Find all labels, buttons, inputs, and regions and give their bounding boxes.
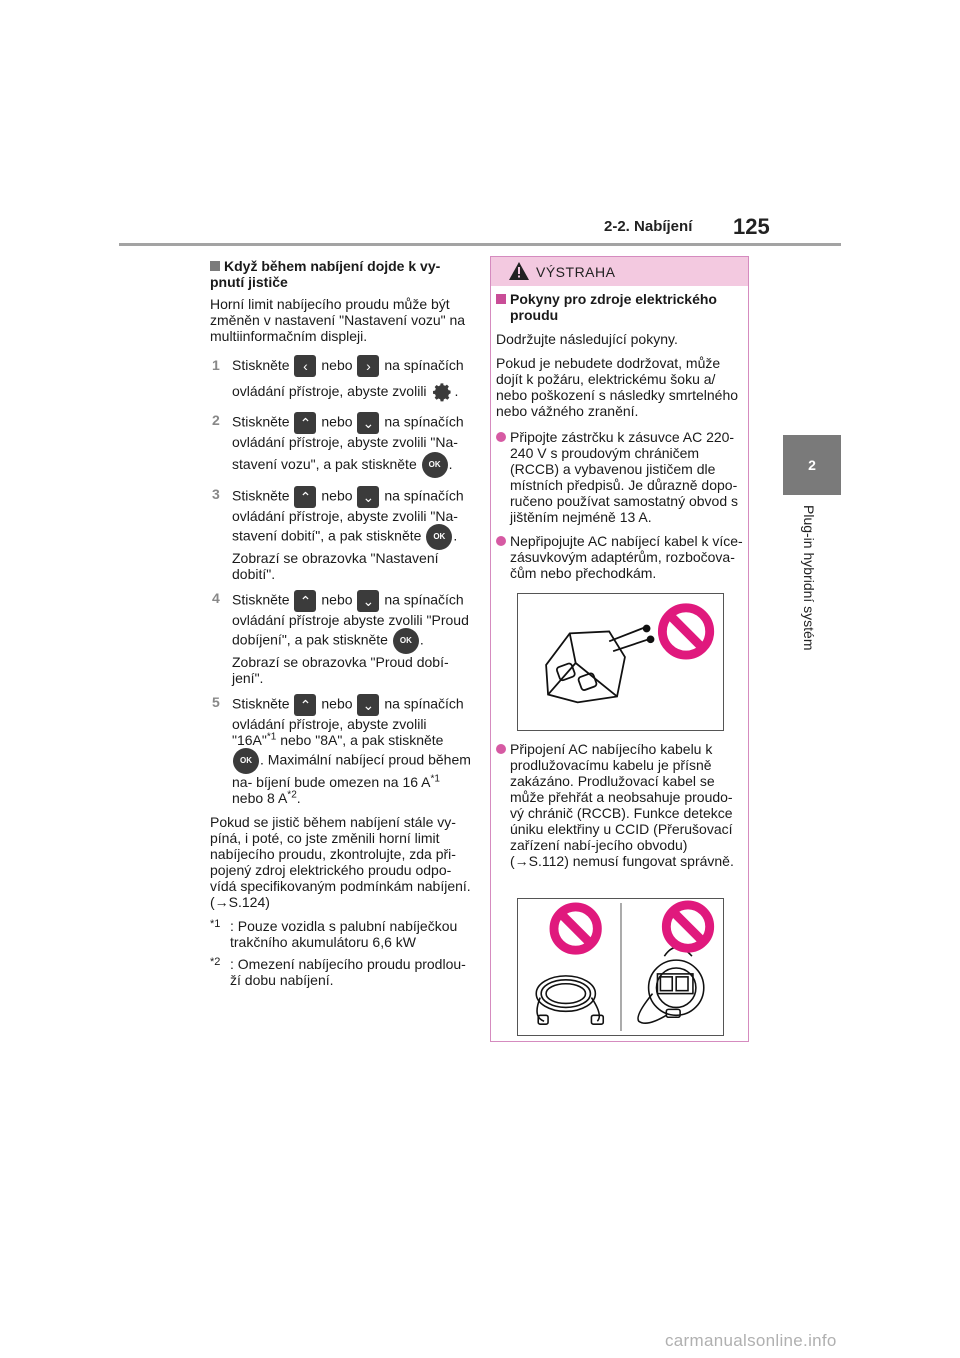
bullet-dot-icon: [496, 432, 506, 442]
chevron-right-icon: ›: [357, 355, 379, 377]
warning-subheading: Pokyny pro zdroje elektrického proudu: [496, 291, 746, 323]
warning-title: VÝSTRAHA: [536, 264, 616, 280]
chevron-down-icon: ⌄: [357, 486, 379, 508]
chevron-down-icon: ⌄: [357, 694, 379, 716]
warning-bullet: Připojení AC nabíjecího kabelu k prodlužovacímu kabelu je přísně zakázáno. Prodlužovací kabel se může přehřát a neobsahuje proudo-vý chránič (RCCB). Funkce detekce úniku elektřiny u CCID (Přerušovací zařízení nabí-jecího obvodu) (→S.112) nemusí fungovat správně.: [496, 741, 746, 877]
header-divider: [119, 243, 841, 246]
step-1: 1 Stiskněte ‹ nebo › na spínačích ovládání přístroje, abyste zvolili .: [210, 352, 472, 404]
warning-triangle-icon: [508, 261, 530, 281]
chevron-up-icon: ⌃: [294, 590, 316, 612]
adapter-prohibited-illustration: [517, 593, 724, 731]
gear-icon: [431, 381, 453, 403]
prohibited-icon: [662, 608, 709, 655]
extension-cord-prohibited-illustration: [517, 898, 724, 1036]
intro-paragraph: Horní limit nabíjecího proudu může být změněn v nastavení "Nastavení vozu" na multiinformačním displeji.: [210, 296, 466, 344]
step-number: 2: [212, 412, 220, 428]
chapter-label: [793, 505, 817, 685]
chevron-up-icon: ⌃: [294, 694, 316, 716]
warning-paragraph: Dodržujte následující pokyny.: [496, 331, 678, 347]
square-bullet-icon: [210, 261, 220, 271]
bullet-dot-icon: [496, 536, 506, 546]
chevron-down-icon: ⌄: [357, 412, 379, 434]
step-number: 3: [212, 486, 220, 503]
step-number: 1: [212, 357, 220, 373]
left-column: [210, 258, 472, 994]
chevron-up-icon: ⌃: [294, 412, 316, 434]
square-bullet-icon: [496, 294, 506, 304]
ok-button-icon: OK: [233, 748, 259, 774]
step-number: 4: [212, 590, 220, 607]
warning-bullet: Připojte zástrčku k zásuvce AC 220-240 V s proudovým chráničem (RCCB) a vybavenou jističem dle místních předpisů. Je důrazně dopo-ručeno používat samostatný obvod s jištěním nejméně 13 A.: [496, 429, 746, 525]
footnote-2: *2 : Omezení nabíjecího proudu prodlou- ží dobu nabíjení.: [210, 956, 466, 989]
closing-paragraph: Pokud se jistič během nabíjení stále vy-píná, i poté, co jste změnili horní limit nabíjecího proudu, zkontrolujte, zda při-pojený zdroj elektrického proudu odpo-vídá specifikovaným podmínkám nabíjení. (→S.124): [210, 814, 471, 911]
step-3: 3 Stiskněte ⌃ nebo ⌄ na spínačích ovládání přístroje, abyste zvolili "Na- stavení dobití", a pak stiskněte OK . Zobrazí se obrazovka "Nastavení dobití".: [212, 486, 464, 583]
chapter-tab: [783, 435, 841, 495]
warning-bullet: Nepřipojujte AC nabíjecí kabel k více-zásuvkovým adaptérům, rozbočova-čům nebo přechodkám.: [496, 533, 746, 581]
step-number: 5: [212, 694, 220, 711]
chevron-left-icon: ‹: [294, 355, 316, 377]
ok-button-icon: OK: [393, 628, 419, 654]
watermark: carmanualsonline.info: [665, 1331, 837, 1350]
ok-button-icon: OK: [426, 524, 452, 550]
chevron-down-icon: ⌄: [357, 590, 379, 612]
chapter-number: 2: [808, 457, 816, 473]
prohibited-icon: [666, 905, 709, 948]
step-4: 4 Stiskněte ⌃ nebo ⌄ na spínačích ovládání přístroje abyste zvolili "Proud dobíjení", a pak stiskněte OK . Zobrazí se obrazovka "Proud dobí-jení".: [212, 590, 469, 687]
prohibited-icon: [554, 907, 597, 950]
step-2: 2 Stiskněte ⌃ nebo ⌄ na spínačích ovládání přístroje, abyste zvolili "Na- stavení vozu", a pak stiskněte OK .: [210, 412, 472, 478]
section-title: 2-2. Nabíjení: [604, 218, 693, 235]
chapter-label-text: Plug-in hybridní systém: [801, 505, 817, 651]
chevron-up-icon: ⌃: [294, 486, 316, 508]
step-5: 5 Stiskněte ⌃ nebo ⌄ na spínačích ovládání přístroje, abyste zvolili "16A"$^{*1}$ nebo "8A", a pak stiskněte OK . Maximální nabíjecí proud během na- bíjení bude omezen na 16 $A^{*1}$ nebo 8 $A^{*2}$.: [212, 694, 471, 807]
warning-paragraph: Pokud je nebudete dodržovat, může dojít k požáru, elektrickému šoku a/ nebo poškození s následky smrtelného nebo vážného zranění.: [496, 355, 739, 419]
bullet-dot-icon: [496, 744, 506, 754]
footnote-1: *1 : Pouze vozidla s palubní nabíječkou trakčního akumulátoru 6,6 kW: [210, 918, 458, 951]
page-number: 125: [733, 214, 770, 239]
warning-content: [496, 291, 746, 589]
section-heading: Když během nabíjení dojde k vy- pnutí jističe: [210, 258, 441, 290]
ok-button-icon: OK: [422, 452, 448, 478]
